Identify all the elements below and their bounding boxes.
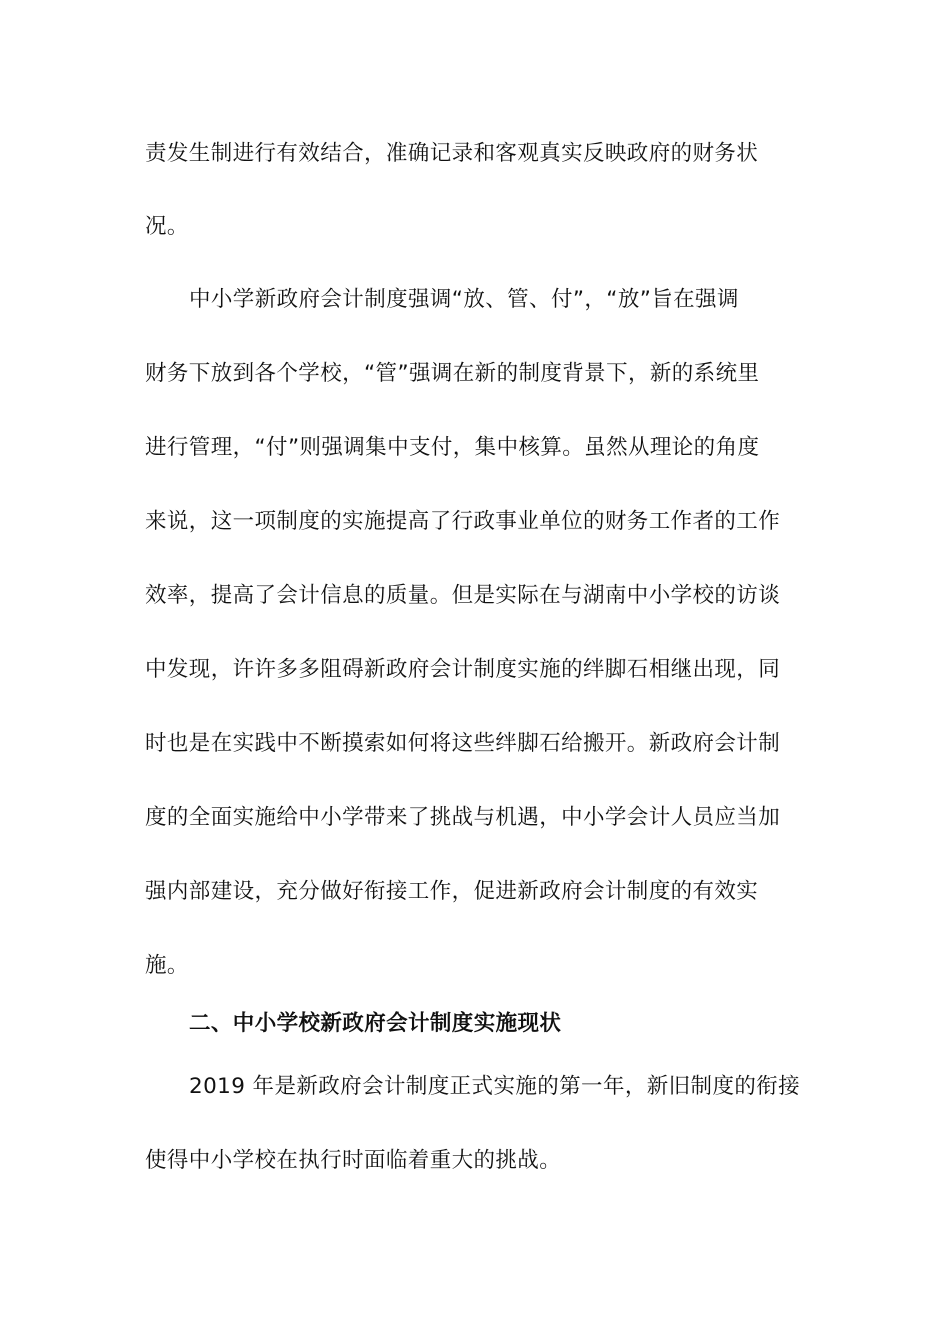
paragraph-line: 效率，提高了会计信息的质量。但是实际在与湖南中小学校的访谈: [145, 583, 781, 608]
paragraph-line: 时也是在实践中不断摸索如何将这些绊脚石给搬开。新政府会计制: [145, 731, 781, 756]
paragraph-line: 进行管理，“付”则强调集中支付，集中核算。虽然从理论的角度: [145, 435, 760, 460]
paragraph-line: 来说，这一项制度的实施提高了行政事业单位的财务工作者的工作: [145, 509, 781, 534]
paragraph-line: 财务下放到各个学校，“管”强调在新的制度背景下，新的系统里: [145, 361, 760, 386]
paragraph-line: 况。: [145, 214, 189, 239]
paragraph-line: 度的全面实施给中小学带来了挑战与机遇，中小学会计人员应当加: [145, 805, 781, 830]
paragraph-line: 使得中小学校在执行时面临着重大的挑战。: [145, 1148, 562, 1173]
paragraph-line: 责发生制进行有效结合，准确记录和客观真实反映政府的财务状: [145, 141, 759, 166]
section-heading: 二、中小学校新政府会计制度实施现状: [189, 1011, 562, 1036]
paragraph-line: 2019 年是新政府会计制度正式实施的第一年，新旧制度的衔接: [189, 1074, 801, 1099]
paragraph-line: 中发现，许许多多阻碍新政府会计制度实施的绊脚石相继出现，同: [145, 657, 781, 682]
paragraph-line: 中小学新政府会计制度强调“放、管、付”，“放”旨在强调: [189, 287, 739, 312]
paragraph-line: 施。: [145, 953, 189, 978]
paragraph-line: 强内部建设，充分做好衔接工作，促进新政府会计制度的有效实: [145, 879, 759, 904]
